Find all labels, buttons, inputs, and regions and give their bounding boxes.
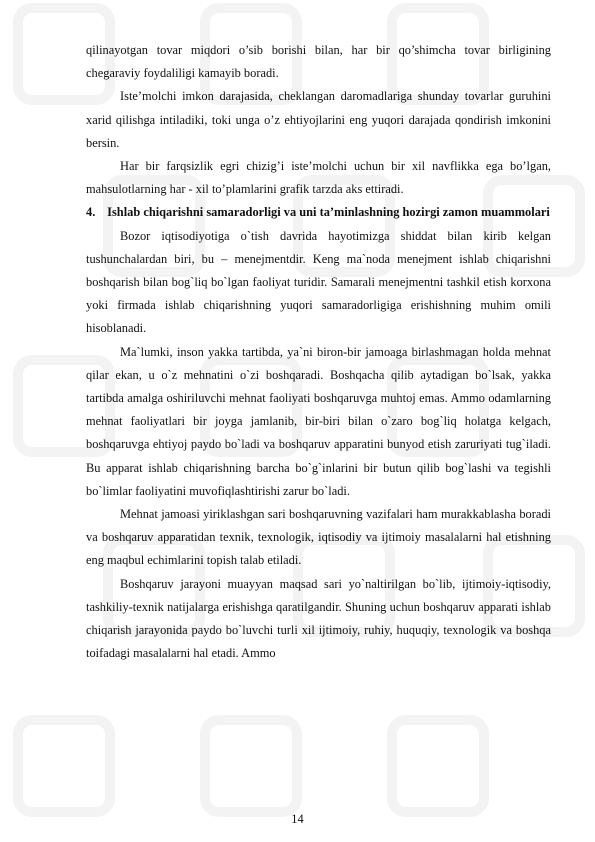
paragraph-team-growth: Mehnat jamoasi yiriklashgan sari boshqaruvning vazifalari ham murakkablasha boradi va boshqaruv apparatidan texnik, texnologik, iqtisodiy va ijtimoiy masalalarni hal etishning eng maqbul echimlarini topish talab etiladi. (86, 507, 551, 568)
paragraph-indifference-curve: Har bir farqsizlik egri chizig’i iste’molchi uchun bir xil navflikka ega bo’lgan, mahsulotlarning har - xil to’plamlarini grafik tarzda aks ettiradi. (86, 159, 551, 197)
section-title: Ishlab chiqarishni samaradorligi va uni ta’minlashning hozirgi zamon muammolari (107, 205, 550, 220)
document-body (86, 39, 551, 665)
paragraph-consumer-choice: Iste’molchi imkon darajasida, cheklangan daromadlariga shunday tovarlar guruhini xarid qilishga intiladiki, toki unga o’z ehtiyojlarini eng yuqori darajada qondirish imkonini bersin. (86, 89, 551, 150)
page-number: 14 (291, 812, 304, 826)
paragraph-management-process: Boshqaruv jarayoni muayyan maqsad sari yo`naltirilgan bo`lib, ijtimoiy-iqtisodiy, tashkiliy-texnik natijalarga erishishga qaratilgandir. Shuning uchun boshqaruv apparati ishlab chiqarish jarayonida paydo bo`luvchi turli xil ijtimoiy, ruhiy, huquqiy, texnologik va boshqa toifadagi masalalarni hal etadi. Ammo (86, 576, 551, 661)
section-heading (86, 201, 551, 224)
paragraph-management-intro: Bozor iqtisodiyotiga o`tish davrida hayotimizga shiddat bilan kirib kelgan tushunchalardan biri, bu – menejmentdir. Keng ma`noda menejment ishlab chiqarishni boshqarish bilan bog`liq bo`lgan faoliyat turidir. Samarali menejmentni tashkil etish korxona yoki firmada ishlab chiqarishning yuqori samaradorligiga erishishning muhim omili hisoblanadi. (86, 228, 551, 336)
paragraph-individual-labor: Ma`lumki, inson yakka tartibda, ya`ni biron-bir jamoaga birlashmagan holda mehnat qilar ekan, u o`z mehnatini o`zi boshqaradi. Boshqacha qilib aytadigan bo`lsak, yakka tartibda amalga oshiriluvchi mehnat faoliyati boshqaruvga muhtoj emas. Ammo odamlarning mehnat faoliyatlari bir joyga jamlanib, bir-biri bilan o`zaro bog`liq holatga kelgach, boshqaruvga ehtiyoj paydo bo`ladi va boshqaruv apparatini bunyod etish zaruriyati tug`iladi. Bu apparat ishlab chiqarishning barcha bo`g`inlarini bir butun qilib bog`lashi va tegishli bo`limlar faoliyatini muvofiqlashtirishi zarur bo`ladi. (86, 344, 551, 498)
section-number: 4. (86, 205, 96, 220)
paragraph-continuation: qilinayotgan tovar miqdori o’sib borishi bilan, har bir qo’shimcha tovar birligining chegaraviy foydaliligi kamayib boradi. (86, 43, 551, 81)
